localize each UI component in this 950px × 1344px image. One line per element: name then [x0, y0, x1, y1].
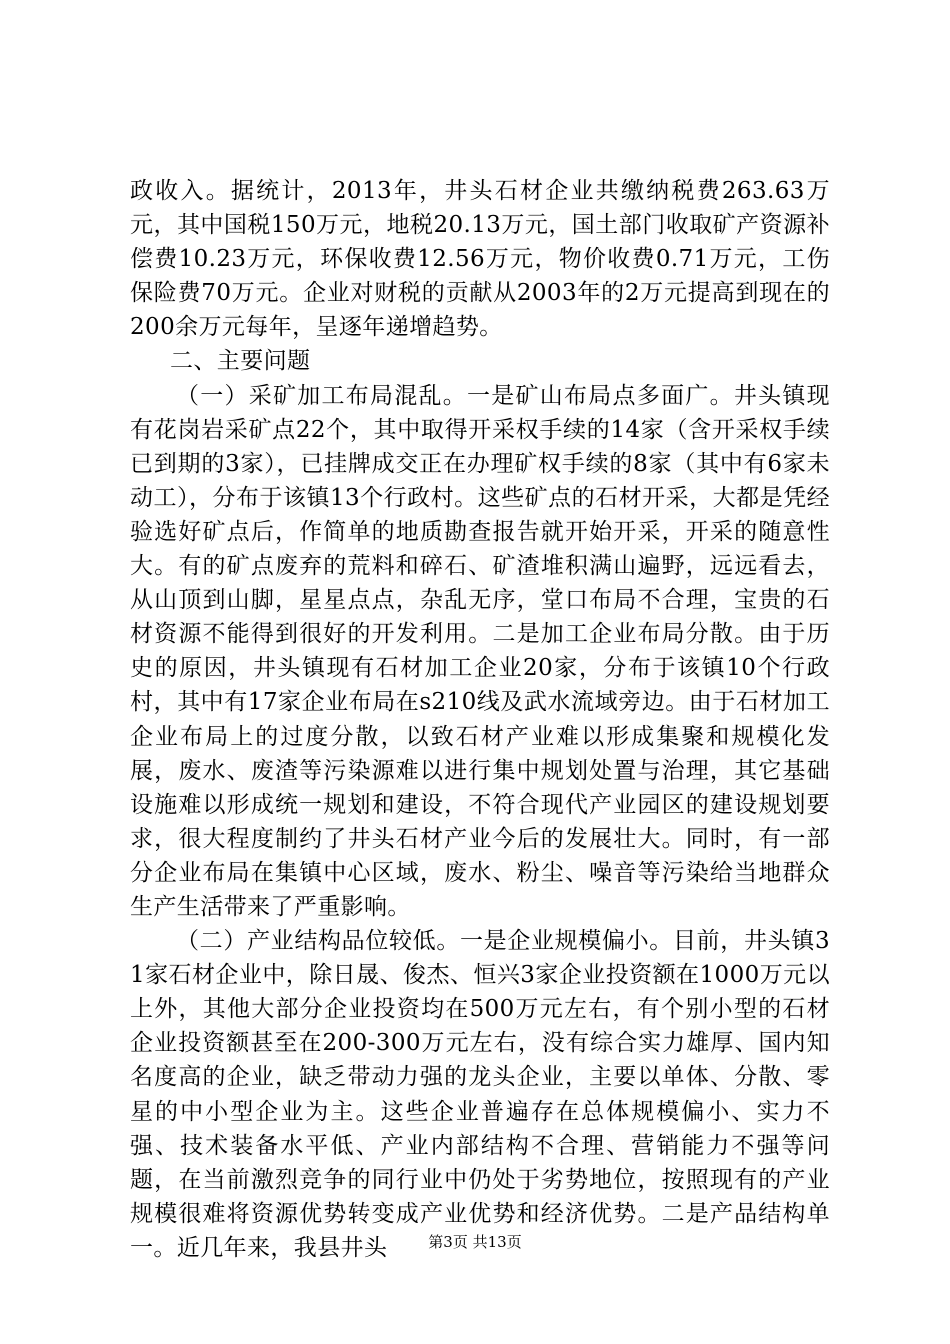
document-body: [130, 174, 830, 1265]
section-heading-main-problems: 二、主要问题: [170, 348, 311, 375]
paragraph-industry-structure: （二）产业结构品位较低。一是企业规模偏小。目前，井头镇31家石材企业中，除日晟、俊杰、恒兴3家企业投资额在1000万元以上外，其他大部分企业投资均在500万元左右，有个别小型的石材企业投资额甚至在200-300万元左右，没有综合实力雄厚、国内知名度高的企业，缺乏带动力强的龙头企业，主要以单体、分散、零星的中小型企业为主。这些企业普遍存在总体规模偏小、实力不强、技术装备水平低、产业内部结构不合理、营销能力不强等问题，在当前激烈竞争的同行业中仍处于劣势地位，按照现有的产业规模很难将资源优势转变成产业优势和经济优势。二是产品结构单一。近几年来，我县井头: [130, 928, 830, 1261]
page-footer: [0, 1232, 950, 1252]
page-number-label: 第3页 共13页: [428, 1233, 522, 1251]
paragraph-fiscal-revenue: 政收入。据统计，2013年，井头石材企业共缴纳税费263.63万元，其中国税150万元，地税20.13万元，国土部门收取矿产资源补偿费10.23万元，环保收费12.56万元，物价收费0.71万元，工伤保险费70万元。企业对财税的贡献从2003年的2万元提高到现在的200余万元每年，呈逐年递增趋势。: [130, 178, 830, 341]
paragraph-layout-chaos: （一）采矿加工布局混乱。一是矿山布局点多面广。井头镇现有花岗岩采矿点22个，其中取得开采权手续的14家（含开采权手续已到期的3家），已挂牌成交正在办理矿权手续的8家（其中有6家未动工），分布于该镇13个行政村。这些矿点的石材开采，大都是凭经验选好矿点后，作简单的地质勘查报告就开始开采，开采的随意性大。有的矿点废弃的荒料和碎石、矿渣堆积满山遍野，远远看去，从山顶到山脚，星星点点，杂乱无序，堂口布局不合理，宝贵的石材资源不能得到很好的开发利用。二是加工企业布局分散。由于历史的原因，井头镇现有石材加工企业20家，分布于该镇10个行政村，其中有17家企业布局在s210线及武水流域旁边。由于石材加工企业布局上的过度分散，以致石材产业难以形成集聚和规模化发展，废水、废渣等污染源难以进行集中规划处置与治理，其它基础设施难以形成统一规划和建设，不符合现代产业园区的建设规划要求，很大程度制约了井头石材产业今后的发展壮大。同时，有一部分企业布局在集镇中心区域，废水、粉尘、噪音等污染给当地群众生产生活带来了严重影响。: [130, 382, 830, 920]
